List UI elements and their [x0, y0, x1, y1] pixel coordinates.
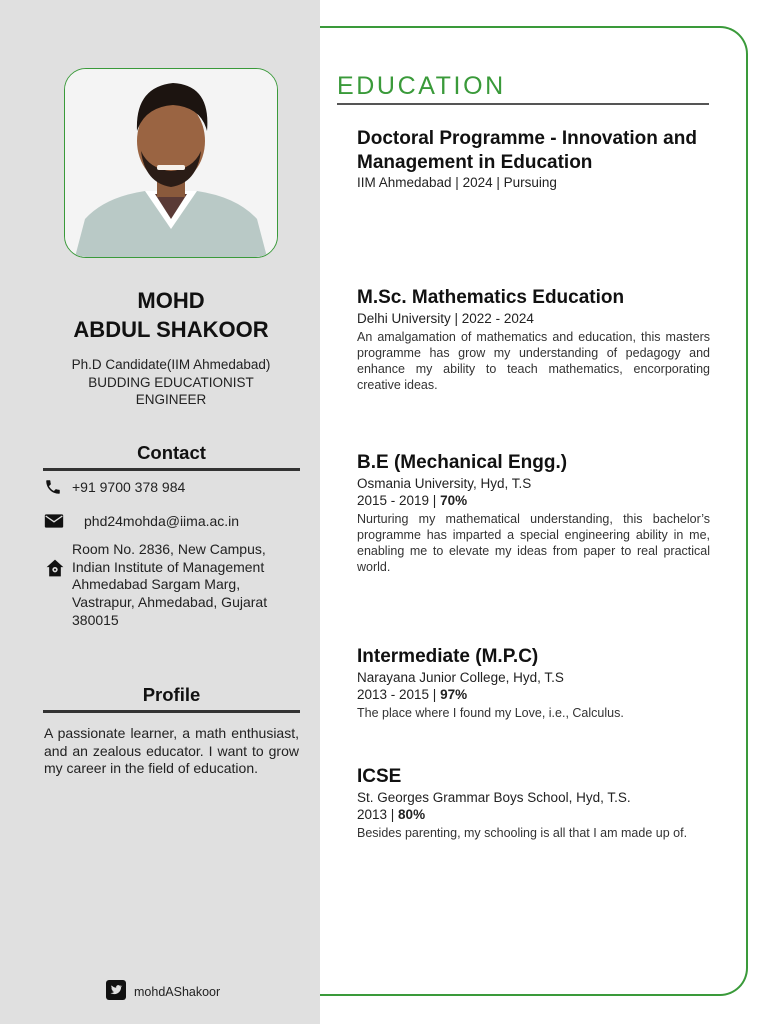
education-entry-intermediate — [357, 645, 710, 721]
institution: Delhi University | 2022 - 2024 — [357, 310, 534, 326]
years: 2013 | — [357, 806, 399, 822]
profile-heading: Profile — [43, 684, 300, 713]
score: 80% — [398, 806, 426, 822]
twitter-handle[interactable] — [106, 980, 220, 1003]
years-score — [357, 492, 710, 509]
contact-heading: Contact — [43, 442, 300, 471]
education-entry-be — [357, 451, 710, 575]
home-icon — [45, 558, 65, 583]
degree-title: ICSE — [357, 766, 402, 787]
email-row[interactable] — [44, 513, 294, 529]
name-line-2: ABDUL SHAKOOR — [73, 317, 269, 342]
description: An amalgamation of mathematics and education, this masters programme has grow my understanding of pedagogy and enhance my ability to teach mathematics, encorporating creative ideas. — [357, 329, 710, 393]
description: The place where I found my Love, i.e., Calculus. — [357, 705, 624, 720]
institution: Osmania University, Hyd, T.S — [357, 475, 532, 491]
years-score — [357, 686, 710, 703]
score: 97% — [440, 686, 468, 702]
profile-photo — [64, 68, 278, 258]
institution: IIM Ahmedabad | 2024 | Pursuing — [357, 175, 557, 190]
person-name — [20, 286, 322, 344]
tagline-line-1: Ph.D Candidate(IIM Ahmedabad) — [71, 357, 271, 372]
person-avatar-icon — [65, 69, 277, 257]
twitter-icon — [106, 980, 126, 1003]
education-heading: EDUCATION — [337, 72, 709, 105]
years: 2013 - 2015 | — [357, 686, 441, 702]
tagline-line-3: ENGINEER — [135, 392, 207, 407]
degree-title: Intermediate (M.P.C) — [357, 646, 539, 667]
description: Besides parenting, my schooling is all that I am made up of. — [357, 825, 688, 840]
education-entry-doctoral — [357, 127, 710, 191]
degree-title: B.E (Mechanical Engg.) — [357, 452, 568, 473]
phone-row[interactable] — [44, 478, 294, 496]
profile-text: A passionate learner, a math enthusiast, and an zealous educator. I want to grow my career in the field of education. — [44, 725, 299, 776]
tagline-line-2: BUDDING EDUCATIONIST — [88, 374, 254, 390]
phone-icon — [44, 478, 66, 496]
score: 70% — [440, 492, 468, 508]
years-score — [357, 806, 710, 823]
institution: St. Georges Grammar Boys School, Hyd, T.S. — [357, 789, 631, 805]
education-entry-msc — [357, 286, 710, 393]
envelope-icon — [44, 513, 66, 529]
address: Room No. 2836, New Campus, Indian Institute of Management Ahmedabad Sargam Marg, Vastrapur, Ahmedabad, Gujarat 380015 — [72, 541, 268, 628]
tagline — [30, 356, 312, 409]
phone-number: +91 9700 378 984 — [72, 479, 186, 495]
degree-title: Doctoral Programme - Innovation and Management in Education — [357, 128, 697, 173]
institution: Narayana Junior College, Hyd, T.S — [357, 669, 564, 685]
degree-title: M.Sc. Mathematics Education — [357, 287, 625, 308]
education-entry-icse — [357, 765, 710, 841]
email-address: phd24mohda@iima.ac.in — [84, 513, 240, 529]
name-line-1: MOHD — [137, 288, 205, 313]
twitter-username: mohdAShakoor — [134, 984, 221, 999]
years: 2015 - 2019 | — [357, 492, 441, 508]
description: Nurturing my mathematical understanding, this bachelor’s programme has imparted a special engineering ability in me, enabling me to elevate my ideas from paper to real practical world. — [357, 511, 710, 575]
